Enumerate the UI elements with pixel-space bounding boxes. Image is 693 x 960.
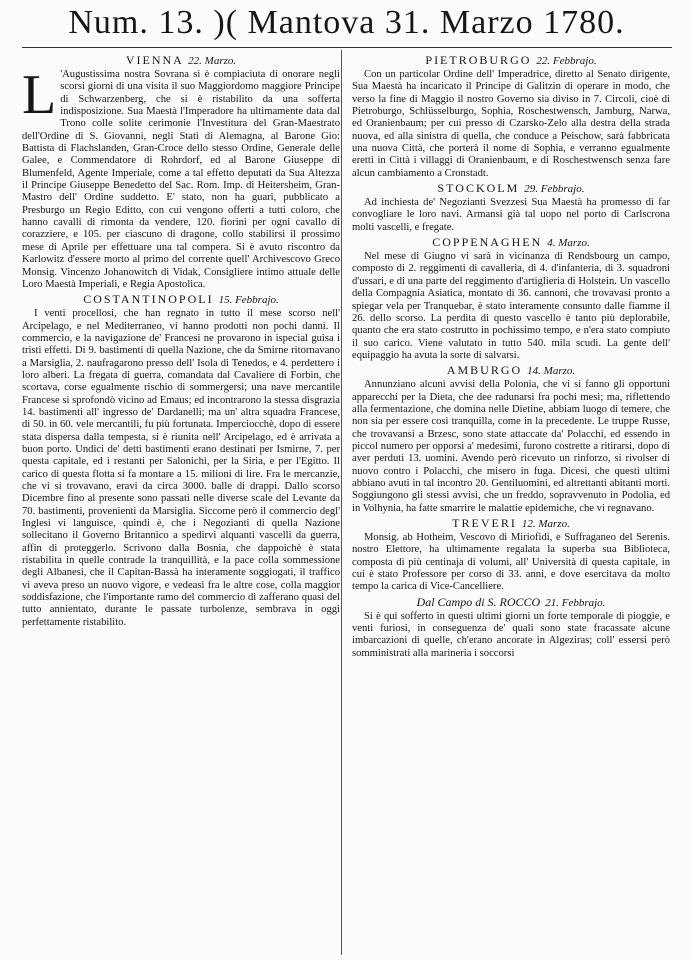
article-heading-san-rocco: Dal Campo di S. ROCCO 21. Febbrajo. [416,594,606,609]
article-body: 'Augustissima nostra Sovrana si è compiaciuta di onorare negli scorsi giorni di una visita il suo Maggiordomo maggiore Principe di Schwarzenberg, che si è ristabilito da una sofferta indisposizione. Sua Maestà l'Imperadore ha ultimamente data dal Trono colle solite cerimonie l'Investitura del Gran-Maestrato dell'Ordine di S. Giovanni, negli Stati di Alemagna, al Barone Gio: Battista di Flachslanden, Gran-Croce dello stesso Ordine, Generale delle Galee, e Commendatore di Rohrdorf, ed al Barone Giuseppe di Blumenfeld, Agente Imperiale, come a tal effetto deputati da Sua Altezza il Principe Giuseppe Benedetto del Sac. Rom. Imp. di Heitersheim, Gran-Mastro dell' Ordine suddetto. E' stato, non ha guari, pubblicato a Presburgo un Regio Editto, con cui vengono offerti a tutti coloro, che hanno cavalli di rimonta da vendere, 120. fiorini per ogni cavallo di corazziere, e 105. per ciascuno di dragone, collo stabilirsi il prossimo mese di Aprile per effettuare una tal compera. Si è avuto riscontro da Karlowitz d'essere morto al primo del corrente quell' Archivescovo Greco Monsig. Vincenzo Johanowitch di Vidak, Consigliere intimo attuale delle Loro Maestà Imperiali, e Regia Apostolica. [22,69,340,290]
article-date: 22. Febbrajo. [536,55,597,67]
article-pietroburgo: Con un particolar Ordine dell' Imperadrice, diretto al Senato dirigente, Sua Maestà ha incaricato il Principe di Galitzin di operare in modo, che verso la fine di Maggio il nostro Governo sia diviso in 7. Circoli, cioè di Pietroburgo, Schlüsselburgo, Sophia, Roschestwensch, Jamburg, Narwa, ed Oranienbaum; per cui presso di Czarsko-Zelo alla destra della strada nuova, ed alla sinistra di quella, che conduce a Peischow, sarà fabbricata una nuova Città, che porterà il nome di Sophia, e verranno egualmente eretti in Città i villaggi di Oranienbaum, e di Roschestwensch senza fare alcun cambiamento a Cronstadt. [352,69,670,179]
article-treveri: Monsig. ab Hotheim, Vescovo di Miriofidi, e Suffraganeo del Serenis. nostro Elettore, ha ultimamente regalata la superba sua Biblioteca, composta di più centinaja di volumi, all' Università di questa capitale, in cui è stato Professore per corso di 33. anni, e dove esercitava da molto tempo la carica di Vice-Cancelliere. [352,532,670,593]
article-heading-vienna: VIENNA 22. Marzo. [125,53,237,67]
article-costantinopoli: I venti procellosi, che han regnato in tutto il mese scorso nell' Arcipelago, e nel Mediterraneo, vi hanno prodotti non pochi danni. Il commercio, e la navigazione de' Francesi ne provarono in ispecial guisa i tristi effetti. Di 9. bastimenti di quella Nazione, che da Smirne ritornavano a Marsiglia, 2. naufragarono presso dell' Isola di Tenedos, e 4. perdettero i loro alberi. La fregata di guerra, comandata dal Cavaliere di Forbin, che scortava, corse egualmente rischio di sommergersi; una nave mercantile Francese si sprofondò vicino ad Emaus; ed incontrarono la stessa disgrazia 14. bastimenti all' ingresso de' Dardanelli; ma un' altra squadra Francese, di 50. in 60. vele mercantili, fu più fortunata. Imperciocchè, dopo di essere stata dispersa dalla tempesta, si è riunita nell' Arcipelago, ed è arrivata a buon porto. Undici de' detti bastimenti erano destinati per Ismirne, 7. per questa capitale, ed i restanti per Salonichi, per la Siria, e per l'Egitto. Il carico di questa flotta si fa montare a 15. milioni di lire. Fra le mercanzie, che vi si trovavano, eravi da circa 3000. balle di drappi. Dallo scorso Dicembre fino al presente sono passati nelle diverse scale del Levante da 70. bastimenti, provenienti da Marsiglia. Siccome però il commercio degl' Inglesi vi languisce, quindi è, che i Negozianti di quella Nazione sollecitano il Governo Britannico a spedirvi alquanti vascelli da guerra, affin di proteggerlo. Scrivono dalla Bosnia, che dappoichè è stata ristabilita in quelle contrade la tranquillità, e la pace colla sommessione degli Albanesi, che il Capitan-Bassà ha interamente soggiogati, il traffico vi aveva preso un nuovo vigore, e vedeasi fra le altre cose, colla maggior soddisfazione, che l'importante ramo del commercio di zafferano quasi del tutto annientato, durante le passate turbolenze, sembrava in oggi perfettamente ristabilito. [22,308,340,628]
article-date: 14. Marzo. [527,365,576,378]
article-heading-stockolm: STOCKOLM 29. Febbrajo. [437,181,585,196]
article-vienna [22,64,340,291]
masthead-title: Num. 13. )( Mantova 31. Marzo 1780. [68,4,625,41]
article-date: 21. Febbrajo. [545,596,606,609]
masthead [0,0,693,46]
article-amburgo: Annunziano alcuni avvisi della Polonia, che vi si fanno gli opportuni apparecchi per la Dieta, che dee radunarsi fra pochi mesi; ma, riflettendo alla fermentazione, che domina nelle Dietine, abbiam luogo di temere, che non sia per essere così tranquilla, come in la precedente. Le truppe Russe, che trovavansi a Brzesc, sono state attaccate da' Polacchi, ed essendo in piccol numero per opporsi a' medesimi, furono costrette a ritirarsi, dopo di aver perduti 13. uomini. Avendo però ricevuto un rinforzo, si rivolser di nuovo contro i Polacchi, che misero in fuga. Dicesi, che questi ultimi abbiano avuti in tal incontro 20. Gentiluomini, ed altrettanti abitanti morti. Soggiungono gli stessi avvisi, che un freddo, sopravvenuto in Podolia, ed in Volhynia, ha fatte smarrire le malattie epidemiche, che vi regnavano. [352,379,670,514]
masthead-rule [22,47,672,48]
article-heading-treveri: TREVERI 12. Marzo. [452,516,570,530]
article-heading-pietroburgo: PIETROBURGO 22. Febbrajo. [425,53,597,67]
article-heading-amburgo: AMBURGO 14. Marzo. [446,363,576,378]
article-heading-costantinopoli: COSTANTINOPOLI 15. Febbrajo. [83,292,279,307]
article-date: 22. Marzo. [188,55,237,67]
article-san-rocco: Si è qui sofferto in questi ultimi giorni un forte temporale di pioggie, e venti furiosi, in conseguenza de' quali sono state fracassate alcune imbarcazioni di quelle, ch'erano ancorate in Algeziras; coll' essersi però somministrati alla marineria i soccorsi [352,610,670,659]
article-date: 4. Marzo. [547,237,590,250]
article-stockolm: Ad inchiesta de' Negozianti Svezzesi Sua Maestà ha promesso di far convogliare le loro navi. Armansi già tal uopo nel porto di Carlscrona molti vascelli, e fregate. [352,197,670,233]
article-date: 12. Marzo. [521,518,570,530]
left-column [22,52,340,957]
article-date: 15. Febbrajo. [218,294,279,307]
drop-cap: L [22,64,57,126]
right-column [352,52,670,957]
article-heading-coppenaghen: COPPENAGHEN 4. Marzo. [432,235,590,250]
column-divider [341,50,342,955]
article-date: 29. Febbrajo. [524,183,585,196]
article-coppenaghen: Nel mese di Giugno vi sarà in vicinanza di Rendsbourg un campo, composto di 2. reggimenti di cavalleria, di 4. d'infanteria, di 3. squadroni d'ussari, e di una parte del reggimento d'artiglieria di Holstein. Un vascello della Compagnia Asiatica, montato di 36. cannoni, che trovavasi pronto a spiegar vela per Tranquebar, è stato interamente consunto dalle fiamme il 26. dello scorso. La perdita di questo vascello è tanto più deplorabile, quanto che era stato costrutto in pochissimo tempo, e n'era stato compiuto il suo carico. Viene valutato in tutto 540. mila scudi. La gente dell' equipaggio ha avuta la sorte di salvarsi. [352,251,670,361]
